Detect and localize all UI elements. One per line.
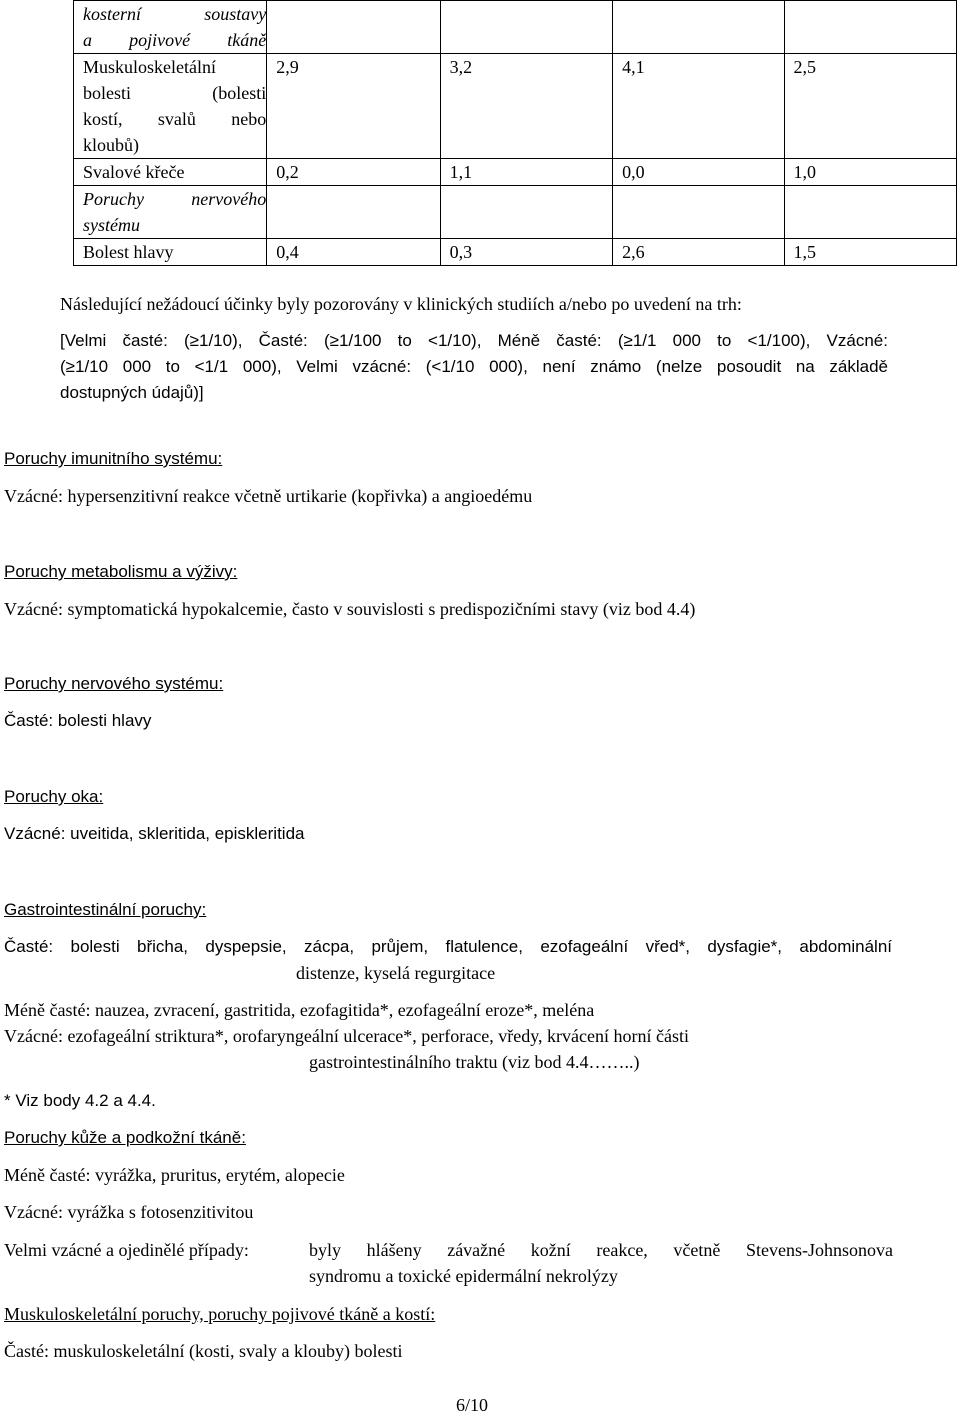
gi-rare-line: gastrointestinálního traktu (viz bod 4.4……..) [309, 1052, 640, 1072]
skin-rare: Vzácné: vyrážka s fotosenzitivitou [4, 1202, 254, 1222]
cell-value: 2,9 [267, 54, 440, 159]
row-label-line: kostí, svalů nebo [83, 109, 267, 129]
skin-very-rare-line: byly hlášeny závažné kožní reakce, včetně Stevens-Johnsonova [309, 1240, 893, 1260]
cell-value: 2,5 [784, 54, 956, 159]
frequency-legend-line: [Velmi časté: (≥1/10), Časté: (≥1/100 to <1/10), Méně časté: (≥1/1 000 to <1/100), Vzácné: [60, 331, 888, 350]
skin-very-rare-label: Velmi vzácné a ojedinělé případy: [4, 1240, 249, 1260]
intro-text: Následující nežádoucí účinky byly pozorovány v klinických studiích a/nebo po uvedení na trh: [60, 294, 742, 314]
cell-value [613, 186, 784, 239]
row-label-line: systému [83, 215, 140, 235]
cell-value: 0,4 [267, 239, 440, 266]
page-number: 6/10 [456, 1395, 489, 1415]
frequency-legend [60, 328, 888, 406]
nervous-heading: Poruchy nervového systému: [4, 674, 224, 693]
row-label [74, 186, 267, 239]
nervous-text: Časté: bolesti hlavy [4, 711, 152, 730]
gi-footnote: * Viz body 4.2 a 4.4. [4, 1091, 156, 1110]
cell-value: 4,1 [613, 54, 784, 159]
row-label [74, 54, 267, 159]
cell-value: 1,1 [440, 159, 612, 186]
row-label-line: bolesti (bolesti [83, 83, 267, 103]
cell-value: 3,2 [440, 54, 612, 159]
row-label-line: Bolest hlavy [83, 242, 174, 262]
row-label-line: kloubů) [83, 135, 139, 155]
cell-value [784, 186, 956, 239]
musculo-text: Časté: muskuloskeletální (kosti, svaly a klouby) bolesti [4, 1341, 403, 1361]
row-label-line: Poruchy nervového [83, 189, 267, 209]
gi-heading: Gastrointestinální poruchy: [4, 900, 207, 919]
cell-value [440, 186, 612, 239]
row-label-line: Muskuloskeletální [83, 57, 216, 77]
table-row [74, 159, 957, 186]
gi-uncommon: Méně časté: nauzea, zvracení, gastritida, ezofagitida*, ezofageální eroze*, meléna [4, 1000, 595, 1020]
cell-value [267, 1, 440, 54]
eye-text: Vzácné: uveitida, skleritida, episkleritida [4, 824, 305, 843]
row-label [74, 1, 267, 54]
row-label-line: kosterní soustavy [83, 4, 267, 24]
cell-value: 1,0 [784, 159, 956, 186]
cell-value: 0,2 [267, 159, 440, 186]
table-row [74, 1, 957, 54]
immune-heading: Poruchy imunitního systému: [4, 449, 223, 468]
skin-uncommon: Méně časté: vyrážka, pruritus, erytém, alopecie [4, 1165, 345, 1185]
skin-heading: Poruchy kůže a podkožní tkáně: [4, 1128, 246, 1147]
gi-common-line: Časté: bolesti břicha, dyspepsie, zácpa, průjem, flatulence, ezofageální vřed*, dysfagie*, abdominální [4, 937, 892, 956]
adverse-events-table [73, 0, 957, 266]
table-row [74, 239, 957, 266]
skin-very-rare-line: syndromu a toxické epidermální nekrolýzy [309, 1266, 618, 1286]
row-label-line: Svalové křeče [83, 162, 185, 182]
row-label-line: a pojivové tkáně [83, 30, 267, 50]
gi-common-line: distenze, kyselá regurgitace [296, 963, 496, 983]
gi-rare-line: Vzácné: ezofageální striktura*, orofaryngeální ulcerace*, perforace, vředy, krvácení horní části [4, 1026, 689, 1046]
metabolism-heading: Poruchy metabolismu a výživy: [4, 562, 238, 581]
cell-value: 0,3 [440, 239, 612, 266]
cell-value [267, 186, 440, 239]
eye-heading: Poruchy oka: [4, 787, 104, 806]
row-label [74, 159, 267, 186]
frequency-legend-line: dostupných údajů)] [60, 383, 204, 402]
cell-value: 1,5 [784, 239, 956, 266]
musculo-heading: Muskuloskeletální poruchy, poruchy pojivové tkáně a kostí: [4, 1304, 436, 1324]
metabolism-text: Vzácné: symptomatická hypokalcemie, často v souvislosti s predispozičními stavy (viz bod 4.4) [4, 599, 696, 619]
cell-value [440, 1, 612, 54]
cell-value [613, 1, 784, 54]
cell-value [784, 1, 956, 54]
table-row [74, 54, 957, 159]
immune-text: Vzácné: hypersenzitivní reakce včetně urtikarie (kopřivka) a angioedému [4, 486, 533, 506]
cell-value: 0,0 [613, 159, 784, 186]
cell-value: 2,6 [613, 239, 784, 266]
frequency-legend-line: (≥1/10 000 to <1/1 000), Velmi vzácné: (<1/10 000), není známo (nelze posoudit na základě [60, 357, 888, 376]
row-label [74, 239, 267, 266]
table-row [74, 186, 957, 239]
